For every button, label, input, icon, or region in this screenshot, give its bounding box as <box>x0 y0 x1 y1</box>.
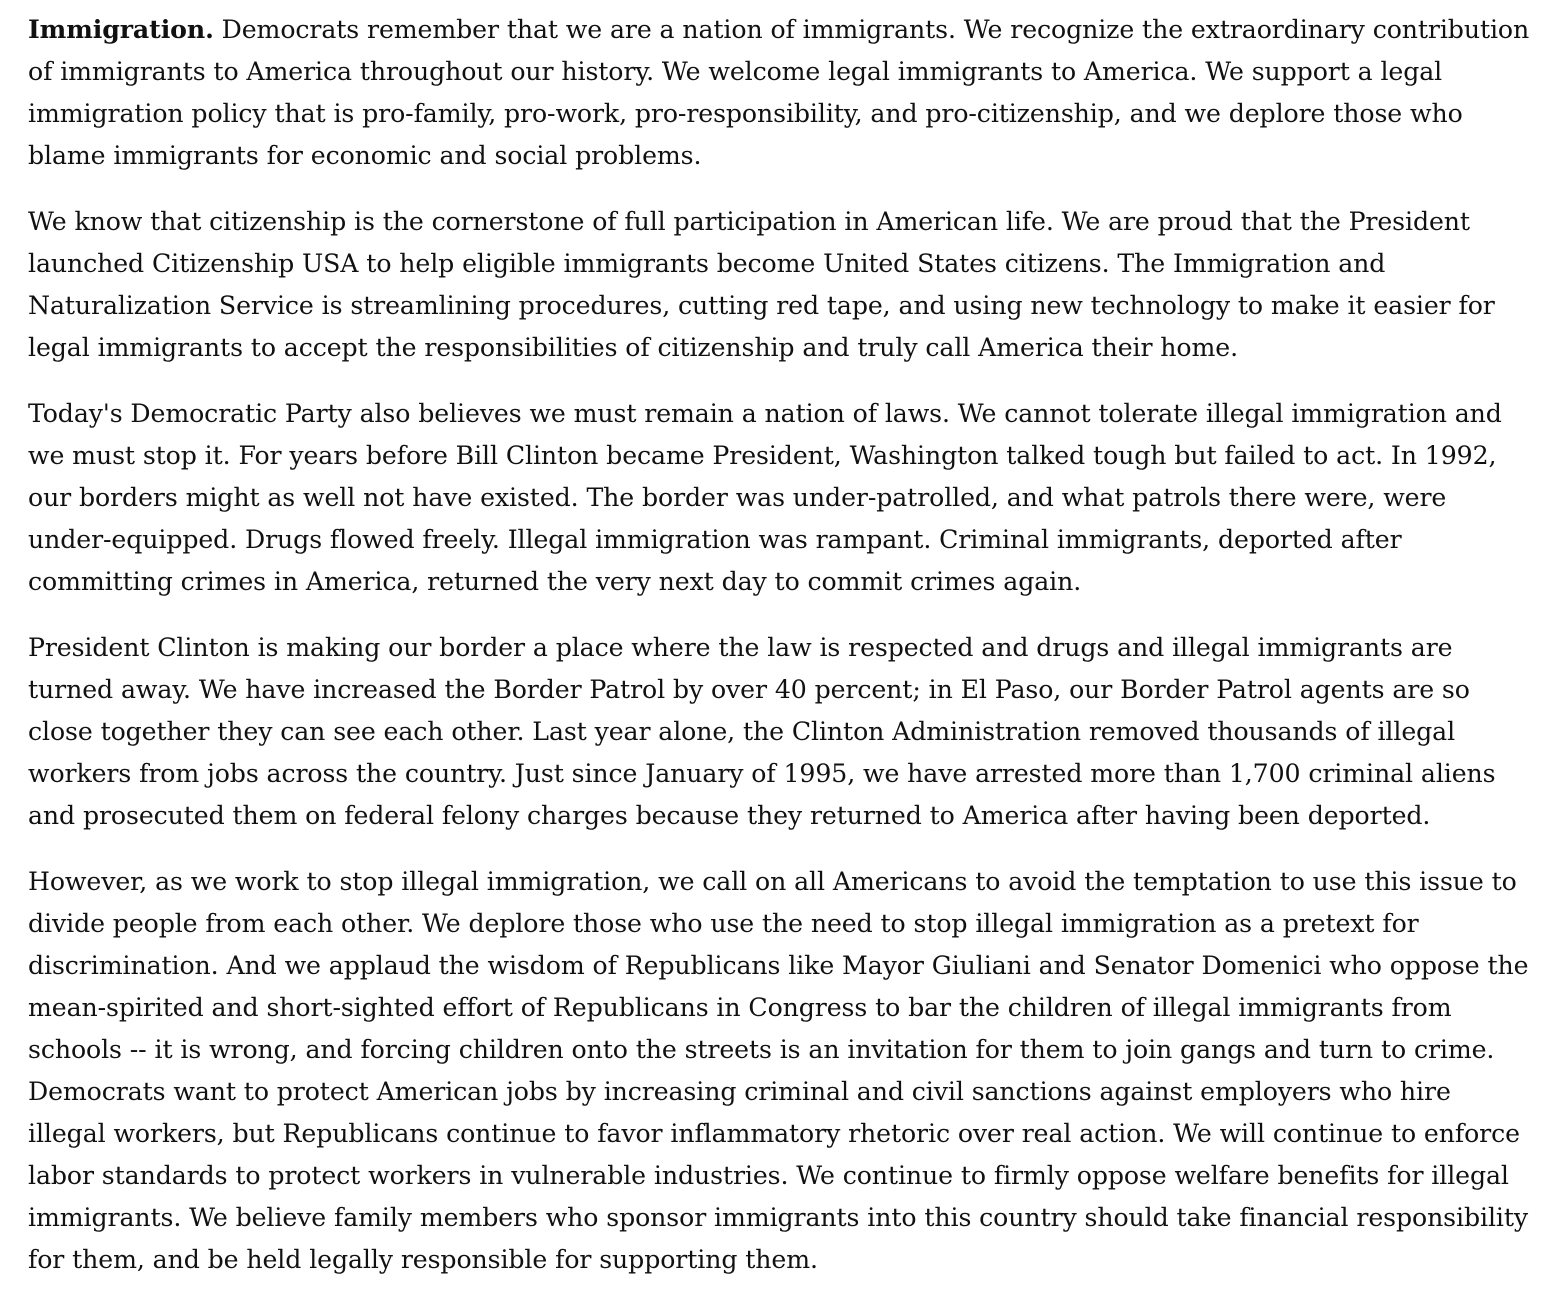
paragraph-text: We know that citizenship is the cornerstone of full participation in American life. We are proud that the President launched Citizenship USA to help eligible immigrants become United States citizens. The Immigration and Naturalization Service is streamlining procedures, cutting red tape, and using new technology to make it easier for legal immigrants to accept the responsibilities of citizenship and truly call America their home. <box>28 207 1495 362</box>
paragraph-citizenship <box>28 201 1532 369</box>
section-heading: Immigration. <box>28 14 214 44</box>
paragraph-text: President Clinton is making our border a place where the law is respected and drugs and illegal immigrants are turned away. We have increased the Border Patrol by over 40 percent; in El Paso, our Border Patrol agents are so close together they can see each other. Last year alone, the Clinton Administration removed thousands of illegal workers from jobs across the country. Just since January of 1995, we have arrested more than 1,700 criminal aliens and prosecuted them on federal felony charges because they returned to America after having been deported. <box>28 633 1496 830</box>
paragraph-border-patrol <box>28 627 1532 837</box>
paragraph-nation-of-laws <box>28 393 1532 603</box>
paragraph-immigration-intro <box>28 8 1532 177</box>
paragraph-text: Today's Democratic Party also believes we must remain a nation of laws. We cannot tolerate illegal immigration and we must stop it. For years before Bill Clinton became President, Washington talked tough but failed to act. In 1992, our borders might as well not have existed. The border was under-patrolled, and what patrols there were, were under-equipped. Drugs flowed freely. Illegal immigration was rampant. Criminal immigrants, deported after committing crimes in America, returned the very next day to commit crimes again. <box>28 399 1502 596</box>
paragraph-text: Democrats remember that we are a nation of immigrants. We recognize the extraordinary contribution of immigrants to America throughout our history. We welcome legal immigrants to America. We support a legal immigration policy that is pro-family, pro-work, pro-responsibility, and pro-citizenship, and we deplore those who blame immigrants for economic and social problems. <box>28 15 1530 170</box>
paragraph-text: However, as we work to stop illegal immigration, we call on all Americans to avoid the temptation to use this issue to divide people from each other. We deplore those who use the need to stop illegal immigration as a pretext for discrimination. And we applaud the wisdom of Republicans like Mayor Giuliani and Senator Domenici who oppose the mean-spirited and short-sighted effort of Republicans in Congress to bar the children of illegal immigrants from schools -- it is wrong, and forcing children onto the streets is an invitation for them to join gangs and turn to crime. Democrats want to protect American jobs by increasing criminal and civil sanctions against employers who hire illegal workers, but Republicans continue to favor inflammatory rhetoric over real action. We will continue to enforce labor standards to protect workers in vulnerable industries. We continue to firmly oppose welfare benefits for illegal immigrants. We believe family members who sponsor immigrants into this country should take financial responsibility for them, and be held legally responsible for supporting them. <box>28 867 1529 1274</box>
paragraph-discrimination <box>28 861 1532 1281</box>
